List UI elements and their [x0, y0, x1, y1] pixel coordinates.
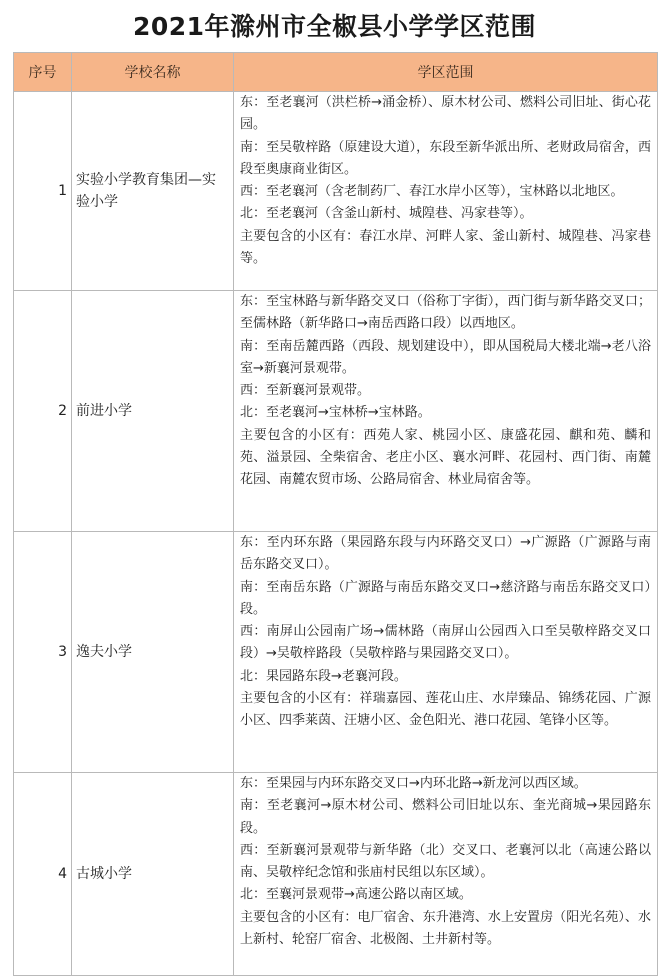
area-line-south: 南：至吴敬梓路（原建设大道），东段至新华派出所、老财政局宿舍，西段至奥康商业街区。: [240, 139, 651, 177]
table-row: [14, 92, 658, 291]
school-name: 逸夫小学: [72, 532, 234, 773]
district-area: [234, 92, 658, 291]
district-area: [234, 532, 658, 773]
area-line-west: 西：至新襄河景观带。: [240, 383, 371, 399]
area-line-north: 北：至老襄河（含釜山新村、城隍巷、冯家巷等）。: [240, 206, 533, 222]
area-line-east: 东：至宝林路与新华路交叉口（俗称丁字街），西门街与新华路交叉口；至儒林路（新华路口→南岳西路口段）以西地区。: [240, 294, 651, 332]
area-line-east: 东：至老襄河（洪栏桥→涌金桥）、原木材公司、燃料公司旧址、街心花园。: [240, 95, 651, 133]
school-name: 古城小学: [72, 773, 234, 976]
district-area: [234, 291, 658, 532]
area-line-west: 西：至老襄河（含老制药厂、春江水岸小区等），宝林路以北地区。: [240, 184, 624, 200]
area-line-north: 北：至老襄河→宝林桥→宝林路。: [240, 405, 431, 421]
area-line-east: 东：至果园与内环东路交叉口→内环北路→新龙河以西区域。: [240, 776, 587, 791]
table-row: [14, 291, 658, 532]
area-line-north: 北：果园路东段→老襄河段。: [240, 668, 407, 684]
header-school: 学校名称: [72, 53, 234, 92]
row-num: 1: [14, 92, 72, 291]
area-line-east: 东：至内环东路（果园路东段与内环路交叉口）→广源路（广源路与南岳东路交叉口）。: [240, 535, 651, 573]
area-line-communities: 主要包含的小区有：祥瑞嘉园、莲花山庄、水岸臻品、锦绣花园、广源小区、四季莱茵、汪塘小区、金色阳光、港口花园、笔锋小区等。: [240, 691, 651, 729]
area-line-north: 北：至襄河景观带→高速公路以南区域。: [240, 887, 472, 903]
table-header-row: [14, 53, 658, 92]
row-num: 3: [14, 532, 72, 773]
header-num: 序号: [14, 53, 72, 92]
area-line-west: 西：至新襄河景观带与新华路（北）交叉口、老襄河以北（高速公路以南、吴敬梓纪念馆和张庙村民组以东区域）。: [240, 842, 651, 881]
area-line-communities: 主要包含的小区有：西苑人家、桃园小区、康盛花园、麒和苑、麟和苑、溢景园、全柴宿舍、老庄小区、襄水河畔、花园村、西门街、南麓花园、南麓农贸市场、公路局宿舍、林业局宿舍等。: [240, 427, 651, 488]
row-num: 2: [14, 291, 72, 532]
area-line-west: 西：南屏山公园南广场→儒林路（南屏山公园西入口至吴敬梓路交叉口段）→吴敬梓路段（吴敬梓路与果园路交叉口）。: [240, 624, 651, 662]
area-line-communities: 主要包含的小区有：电厂宿舍、东升港湾、水上安置房（阳光名苑）、水上新村、轮窑厂宿舍、北极阁、土井新村等。: [240, 909, 651, 948]
table-row: [14, 532, 658, 773]
row-num: 4: [14, 773, 72, 976]
page-title: 2021年滁州市全椒县小学学区范围: [132, 12, 537, 41]
area-line-communities: 主要包含的小区有：春江水岸、河畔人家、釜山新村、城隍巷、冯家巷等。: [240, 228, 651, 267]
table-row: [14, 773, 658, 976]
area-line-south: 南：至老襄河→原木材公司、燃料公司旧址以东、奎光商城→果园路东段。: [240, 798, 651, 836]
header-area: 学区范围: [234, 53, 658, 92]
area-line-south: 南：至南岳麓西路（西段、规划建设中），即从国税局大楼北端→老八浴室→新襄河景观带。: [240, 338, 651, 376]
school-name: 实验小学教育集团—实验小学: [72, 92, 234, 291]
district-area: [234, 773, 658, 976]
area-line-south: 南：至南岳东路（广源路与南岳东路交叉口→慈济路与南岳东路交叉口）段。: [240, 579, 651, 617]
school-name: 前进小学: [72, 291, 234, 532]
school-district-table: [13, 52, 658, 976]
